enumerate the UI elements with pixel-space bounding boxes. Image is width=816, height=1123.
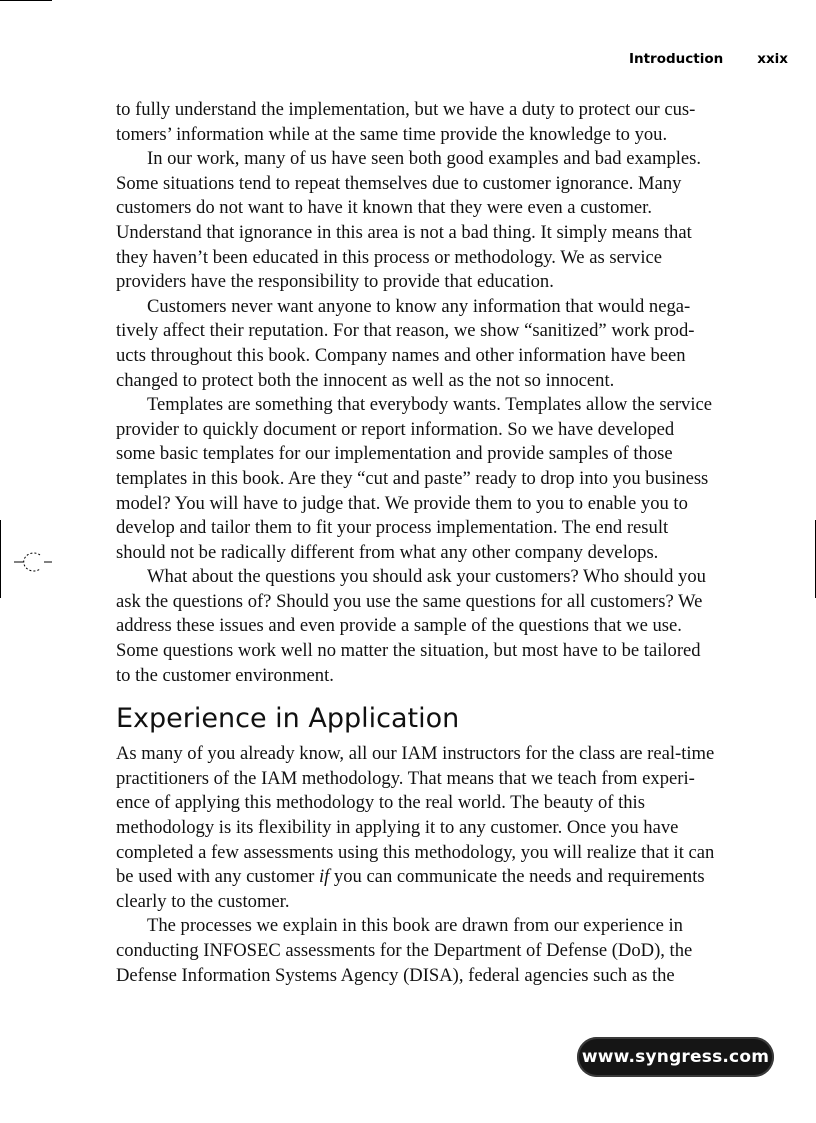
text-line: clearly to the customer. — [116, 890, 290, 912]
text-line: model? You will have to judge that. We provide them to you to enable you to — [116, 492, 688, 514]
text-line: changed to protect both the innocent as well as the not so innocent. — [116, 369, 615, 391]
text-line: ask the questions of? Should you use the same questions for all customers? We — [116, 590, 703, 612]
text-line: to the customer environment. — [116, 664, 334, 686]
text-line: they haven’t been educated in this process or methodology. We as service — [116, 246, 662, 268]
text-line: As many of you already know, all our IAM instructors for the class are real-time — [116, 743, 715, 765]
section-heading: Experience in Application — [116, 703, 460, 735]
registration-mark-icon — [14, 549, 54, 573]
publisher-url-badge: www.syngress.com — [577, 1037, 774, 1077]
text-line: methodology is its flexibility in applying it to any customer. Once you have — [116, 817, 679, 839]
page-body — [116, 98, 740, 988]
text-line: completed a few assessments using this methodology, you will realize that it can — [116, 841, 715, 863]
text-line: ucts throughout this book. Company names and other information have been — [116, 344, 686, 366]
crop-mark-top — [0, 0, 52, 1]
text-line: should not be radically different from what any other company develops. — [116, 541, 659, 563]
paragraph-reputation — [116, 295, 740, 393]
text-line — [116, 865, 740, 890]
crop-mark-left — [0, 520, 1, 598]
text-line: Some situations tend to repeat themselves due to customer ignorance. Many — [116, 172, 682, 194]
text-line: providers have the responsibility to provide that education. — [116, 271, 554, 293]
text-line: practitioners of the IAM methodology. That means that we teach from experi- — [116, 767, 695, 789]
paragraph-templates — [116, 393, 740, 565]
text-line: to fully understand the implementation, but we have a duty to protect our cus- — [116, 99, 696, 120]
text-line: templates in this book. Are they “cut and paste” ready to drop into you business — [116, 467, 709, 489]
paragraph-experience — [116, 742, 740, 914]
text-line: conducting INFOSEC assessments for the Department of Defense (DoD), the — [116, 940, 693, 961]
text-line: What about the questions you should ask your customers? Who should you — [147, 566, 706, 588]
paragraph-continuation — [116, 98, 740, 147]
text-line: In our work, many of us have seen both good examples and bad examples. — [147, 148, 702, 170]
text-line: tively affect their reputation. For that reason, we show “sanitized” work prod- — [116, 320, 695, 342]
text-line: tomers’ information while at the same time provide the knowledge to you. — [116, 123, 668, 145]
text-line: customers do not want to have it known that they were even a customer. — [116, 197, 652, 219]
text-span: you can communicate the needs and requirements — [329, 866, 705, 888]
running-head-section: Introduction — [628, 51, 724, 67]
text-line: The processes we explain in this book are drawn from our experience in — [147, 915, 683, 937]
text-span: be used with any customer — [116, 866, 319, 888]
text-line: ence of applying this methodology to the real world. The beauty of this — [116, 792, 645, 814]
paragraph-processes — [116, 914, 740, 988]
text-line: some basic templates for our implementation and provide samples of those — [116, 443, 673, 465]
text-line: Some questions work well no matter the situation, but most have to be tailored — [116, 640, 701, 662]
paragraph-examples — [116, 147, 740, 295]
page-number: xxix — [757, 51, 788, 67]
text-line: Templates are something that everybody wants. Templates allow the service — [147, 394, 713, 416]
text-line: provider to quickly document or report information. So we have developed — [116, 418, 675, 440]
text-line: Understand that ignorance in this area is not a bad thing. It simply means that — [116, 221, 692, 243]
text-line: address these issues and even provide a sample of the questions that we use. — [116, 615, 682, 637]
text-line: Customers never want anyone to know any information that would nega- — [147, 295, 691, 317]
running-head — [629, 51, 788, 67]
text-line: Defense Information Systems Agency (DISA), federal agencies such as the — [116, 964, 675, 986]
text-line: develop and tailor them to fit your process implementation. The end result — [116, 517, 669, 539]
paragraph-questions — [116, 565, 740, 688]
emphasis-text: if — [318, 866, 330, 888]
